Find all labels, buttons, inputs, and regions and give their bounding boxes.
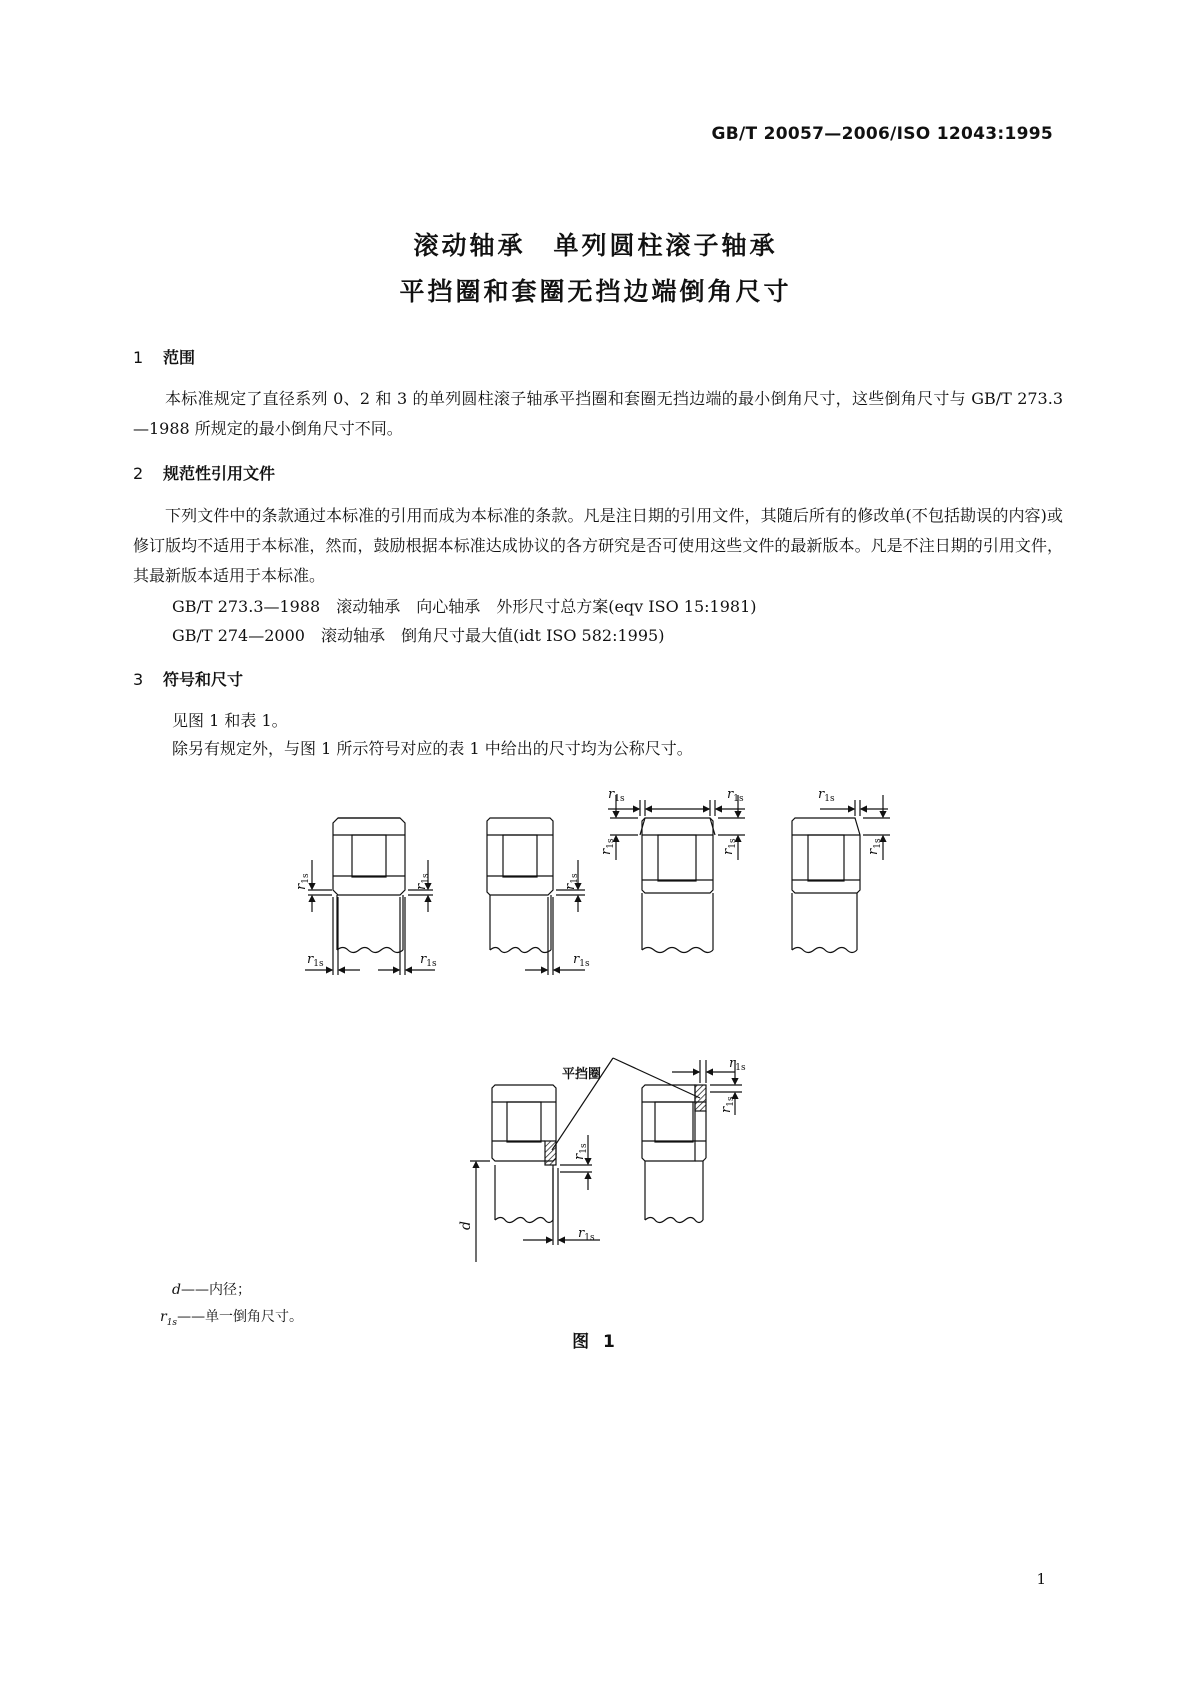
dimension-label-r1s: $r_{1s}$	[563, 873, 580, 890]
legend-item-d	[172, 1279, 251, 1299]
legend-symbol: d	[172, 1282, 181, 1298]
dimension-label-r1s: $r_{1s}$	[729, 1056, 746, 1073]
dimension-label-r1s: $r_{1s}$	[572, 1143, 589, 1160]
bearing-diagram-a	[305, 818, 435, 975]
dimension-label-r1s: $r_{1s}$	[721, 838, 738, 855]
section-number: 3	[133, 670, 144, 689]
dimension-label-r1s: $r_{1s}$	[307, 952, 324, 969]
section-title: 范围	[163, 348, 196, 367]
section-title: 规范性引用文件	[163, 464, 276, 483]
figure-caption: 图 1	[572, 1332, 619, 1352]
legend-text: ——内径；	[180, 1282, 251, 1298]
dimension-label-r1s: $r_{1s}$	[727, 787, 744, 804]
symbols-line-1: 见图 1 和表 1。	[172, 711, 288, 730]
legend-item-r1s	[160, 1306, 303, 1328]
page-number: 1	[1036, 1570, 1046, 1588]
section-number: 1	[133, 348, 144, 367]
document-title-line-1: 滚动轴承 单列圆柱滚子轴承	[413, 231, 778, 260]
dimension-label-r1s: $r_{1s}$	[420, 952, 437, 969]
document-title-line-2: 平挡圈和套圈无挡边端倒角尺寸	[399, 277, 792, 306]
dimension-label-r1s: $r_{1s}$	[608, 787, 625, 804]
dimension-label-r1s: $r_{1s}$	[719, 1096, 736, 1113]
bore-diameter-label: d	[458, 1221, 474, 1230]
standard-code: GB/T 20057—2006/ISO 12043:1995	[711, 124, 1053, 144]
dimension-label-r1s: $r_{1s}$	[573, 952, 590, 969]
bearing-diagram-c	[600, 795, 745, 953]
section-number: 2	[133, 464, 144, 483]
flat-ring-label: 平挡圈	[562, 1067, 602, 1082]
dimension-label-r1s: $r_{1s}$	[866, 838, 883, 855]
bearing-diagram-d	[792, 795, 890, 953]
bearing-diagram-f-with-flat-ring	[642, 1060, 742, 1223]
symbols-line-2: 除另有规定外，与图 1 所示符号对应的表 1 中给出的尺寸均为公称尺寸。	[172, 739, 693, 758]
bearing-diagram-b	[487, 818, 585, 975]
dimension-label-r1s: $r_{1s}$	[294, 873, 311, 890]
dimension-label-r1s: $r_{1s}$	[599, 838, 616, 855]
dimension-label-r1s: $r_{1s}$	[818, 787, 835, 804]
legend-text: ——单一倒角尺寸。	[177, 1309, 304, 1325]
normative-references-paragraph: 下列文件中的条款通过本标准的引用而成为本标准的条款。凡是注日期的引用文件，其随后所有的修改单(不包括勘误的内容)或修订版均不适用于本标准，然而，鼓励根据本标准达成协议的各方研究是否可使用这些文件的最新版本。凡是不注日期的引用文件，其最新版本适用于本标准。	[133, 506, 1063, 585]
dimension-label-r1s: $r_{1s}$	[578, 1226, 595, 1243]
section-title: 符号和尺寸	[163, 670, 244, 689]
flat-ring-leader-right	[613, 1058, 700, 1098]
legend-symbol: $r_{1s}$	[160, 1309, 178, 1328]
reference-item: GB/T 274—2000 滚动轴承 倒角尺寸最大值(idt ISO 582:1995)	[172, 626, 665, 645]
scope-paragraph: 本标准规定了直径系列 0、2 和 3 的单列圆柱滚子轴承平挡圈和套圈无挡边端的最小倒角尺寸，这些倒角尺寸与 GB/T 273.3—1988 所规定的最小倒角尺寸不同。	[133, 389, 1063, 438]
reference-item: GB/T 273.3—1988 滚动轴承 向心轴承 外形尺寸总方案(eqv ISO 15:1981)	[172, 597, 757, 616]
dimension-label-r1s: $r_{1s}$	[414, 873, 431, 890]
